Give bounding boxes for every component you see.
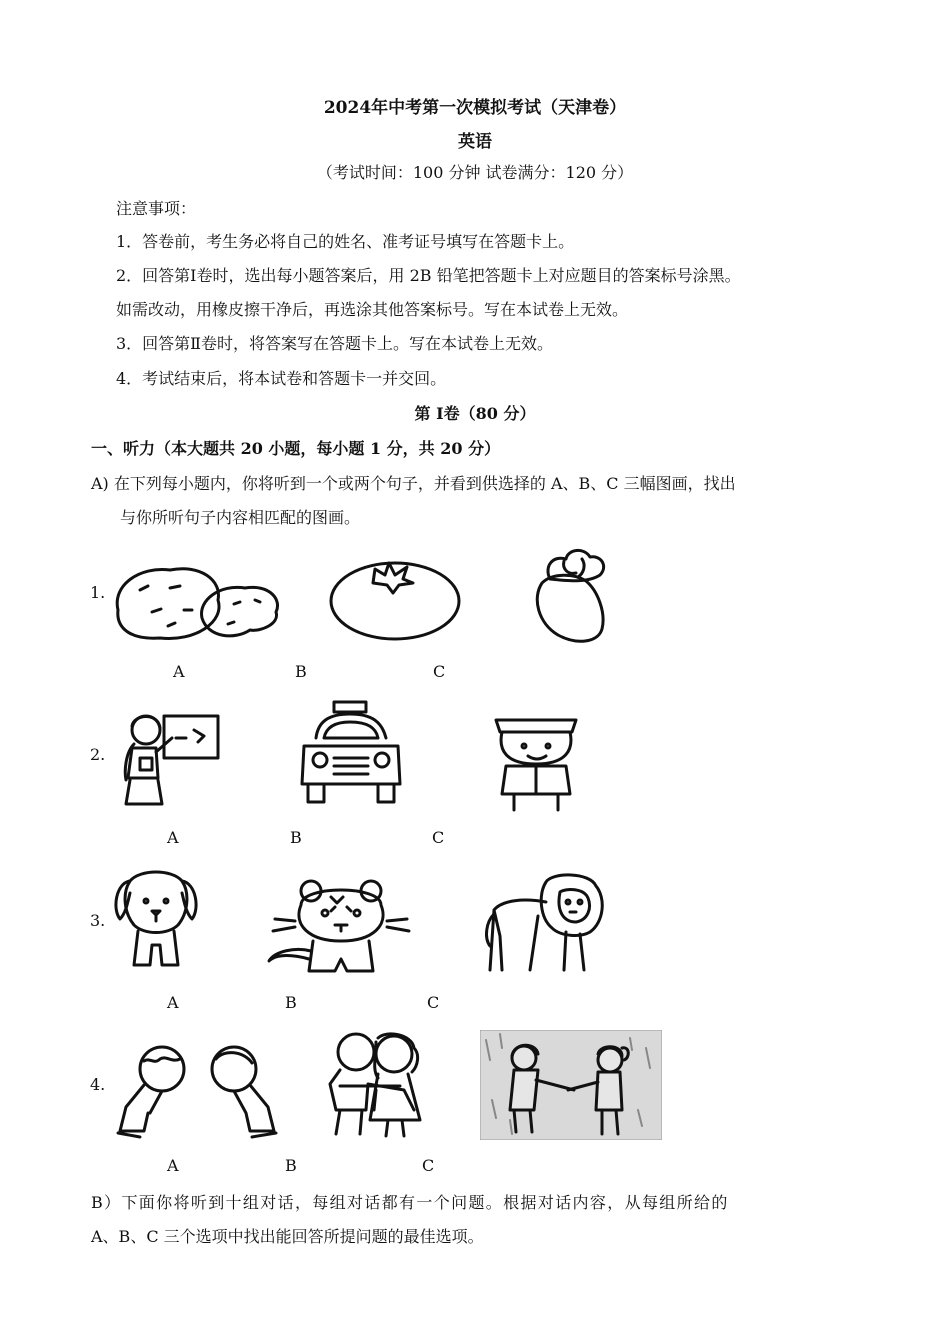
question-number: 1. (90, 583, 106, 602)
handshake-picture (480, 1030, 662, 1140)
note-item: 1．答卷前，考生务必将自己的姓名、准考证号填写在答题卡上。 (116, 232, 575, 251)
instruction-a: A) 在下列每小题内，你将听到一个或两个句子，并看到供选择的 A、B、C 三幅图画，找出 (91, 474, 736, 493)
option-label: C (422, 1156, 435, 1175)
exam-title: 2024年中考第一次模拟考试（天津卷） (323, 98, 627, 118)
tiger-picture (265, 875, 413, 977)
note-item: 3．回答第Ⅱ卷时，将答案写在答题卡上。写在本试卷上无效。 (116, 334, 554, 353)
option-label: A (173, 662, 185, 681)
tomato-picture (327, 555, 463, 641)
option-label: C (433, 662, 446, 681)
instruction-b: B）下面你将听到十组对话，每组对话都有一个问题。根据对话内容，从每组所给的 (91, 1193, 729, 1212)
subject-title: 英语 (458, 132, 492, 152)
notes-heading: 注意事项： (116, 199, 197, 218)
policeman-picture (484, 710, 589, 812)
option-label: B (290, 828, 302, 847)
hugging-picture (316, 1030, 430, 1140)
note-item: 如需改动，用橡皮擦干净后，再选涂其他答案标号。写在本试卷上无效。 (116, 300, 629, 319)
option-label: C (432, 828, 445, 847)
dog-picture (110, 865, 202, 973)
instruction-a-cont: 与你所听句子内容相匹配的图画。 (120, 508, 361, 527)
note-item: 4．考试结束后，将本试卷和答题卡一并交回。 (116, 369, 447, 388)
option-label: A (167, 993, 179, 1012)
taxi-picture (298, 698, 404, 810)
question-number: 3. (90, 911, 106, 930)
option-label: A (167, 1156, 179, 1175)
option-label: C (427, 993, 440, 1012)
question-number: 4. (90, 1075, 106, 1094)
exam-info: （考试时间：100 分钟 试卷满分：120 分） (316, 163, 634, 182)
instruction-b-cont: A、B、C 三个选项中找出能回答所提问题的最佳选项。 (91, 1227, 484, 1246)
potatoes-picture (110, 560, 285, 645)
option-label: A (167, 828, 179, 847)
option-label: B (295, 662, 307, 681)
bowing-picture (110, 1033, 282, 1141)
note-item: 2．回答第Ⅰ卷时，选出每小题答案后，用 2B 铅笔把答题卡上对应题目的答案标号涂黑。 (116, 266, 741, 285)
option-label: B (285, 1156, 297, 1175)
lion-picture (480, 872, 608, 974)
carrot-picture (528, 543, 610, 647)
option-label: B (285, 993, 297, 1012)
section-title: 一、听力（本大题共 20 小题，每小题 1 分，共 20 分） (91, 439, 501, 458)
teacher-picture (112, 708, 222, 808)
part-title: 第 Ⅰ卷（80 分） (414, 404, 536, 423)
question-number: 2. (90, 745, 106, 764)
